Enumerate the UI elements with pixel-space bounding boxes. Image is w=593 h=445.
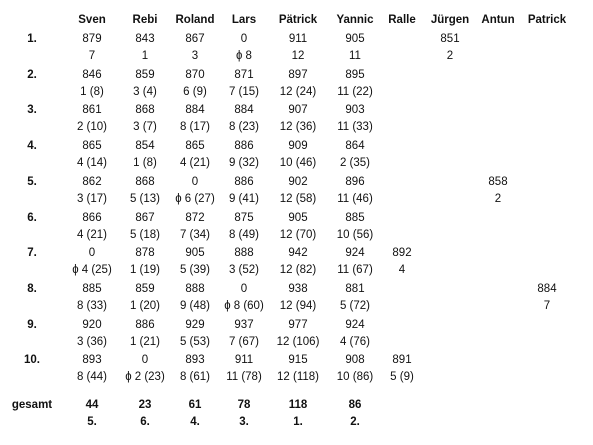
round-label: 4. (27, 140, 37, 153)
rank-cell: 8 (23) (228, 121, 260, 134)
score-cell: 867 (185, 33, 205, 45)
score-cell: 905 (345, 33, 365, 45)
rank-cell: 8 (44) (76, 371, 108, 384)
rank-cell: 11 (349, 50, 361, 62)
rank-cell: 12 (36) (279, 121, 317, 134)
score-cell: 0 (141, 354, 149, 367)
score-cell: 865 (185, 140, 205, 153)
score-cell: 859 (135, 68, 155, 81)
rank-cell: 5 (9) (390, 371, 414, 384)
score-cell: 884 (185, 104, 205, 117)
score-cell: 0 (191, 175, 199, 188)
score-cell: 886 (234, 140, 254, 153)
round-label: 8. (27, 282, 37, 295)
rank-cell: 9 (32) (228, 157, 260, 170)
column-header: Roland (175, 14, 215, 26)
score-cell: 892 (392, 247, 412, 260)
rank-cell: 8 (33) (76, 299, 108, 312)
rank-cell: 5 (13) (129, 192, 161, 205)
score-cell: 902 (288, 175, 308, 188)
rank-cell: 3 (4) (133, 85, 157, 98)
column-header: Sven (78, 14, 106, 26)
score-cell: 854 (135, 140, 155, 153)
score-cell: 859 (135, 282, 155, 295)
rank-cell: 1 (20) (129, 299, 161, 312)
round-label: 1. (27, 33, 37, 45)
rank-cell: 12 (82) (279, 264, 317, 277)
rank-cell: 4 (398, 264, 406, 277)
score-cell: 0 (240, 33, 248, 45)
round-label: 3. (27, 104, 37, 117)
total-points: 44 (85, 399, 99, 411)
rank-cell: 3 (17) (76, 192, 108, 205)
score-cell: 871 (234, 68, 254, 81)
column-header: Yannic (336, 14, 374, 26)
score-cell: 905 (185, 247, 205, 260)
rank-cell: 7 (34) (179, 228, 211, 241)
rank-cell: 9 (48) (179, 299, 211, 312)
score-cell: 878 (135, 247, 155, 260)
score-cell: 868 (135, 175, 155, 188)
score-cell: 924 (345, 318, 365, 331)
score-cell: 881 (345, 282, 365, 295)
score-cell: 915 (288, 354, 308, 367)
score-cell: 0 (88, 247, 96, 260)
column-header: Antun (481, 14, 515, 26)
score-cell: 937 (234, 318, 254, 331)
rank-cell: ɸ 2 (23) (125, 371, 165, 384)
rank-cell: 1 (8) (80, 85, 104, 98)
score-cell: 924 (345, 247, 365, 260)
score-cell: 885 (82, 282, 102, 295)
final-place: 5. (87, 416, 97, 428)
score-cell: 909 (288, 140, 308, 153)
score-cell: 888 (185, 282, 205, 295)
score-cell: 846 (82, 68, 102, 81)
score-cell: 868 (135, 104, 155, 117)
round-label: 5. (27, 175, 37, 188)
rank-cell: 10 (56) (336, 228, 374, 241)
score-cell: 929 (185, 318, 205, 331)
score-cell: 977 (288, 318, 308, 331)
rank-cell: ɸ 4 (25) (72, 264, 112, 277)
rank-cell: 6 (9) (183, 85, 207, 98)
rank-cell: 11 (33) (337, 121, 373, 134)
score-cell: 884 (537, 282, 557, 295)
rank-cell: 11 (67) (337, 264, 373, 277)
total-points: 78 (237, 399, 251, 411)
score-cell: 903 (345, 104, 365, 117)
score-cell: 911 (288, 33, 308, 45)
rank-cell: 12 (291, 50, 305, 62)
rank-cell: 1 (8) (133, 157, 157, 170)
column-header: Pätrick (278, 14, 318, 26)
total-points: 86 (348, 399, 362, 411)
score-cell: 872 (185, 211, 205, 224)
rank-cell: 2 (446, 50, 454, 62)
rank-cell: 12 (70) (279, 228, 317, 241)
score-cell: 879 (82, 33, 102, 45)
score-cell: 870 (185, 68, 205, 81)
score-cell: 886 (234, 175, 254, 188)
round-label: 6. (27, 211, 37, 224)
rank-cell: 7 (67) (228, 335, 260, 348)
final-place: 3. (239, 416, 249, 428)
score-cell: 851 (440, 33, 460, 45)
total-points: 118 (288, 399, 308, 411)
round-label: 7. (27, 247, 37, 260)
total-label: gesamt (11, 399, 53, 411)
rank-cell: ɸ 8 (60) (224, 299, 264, 312)
rank-cell: 12 (118) (277, 371, 319, 384)
score-cell: 886 (135, 318, 155, 331)
rank-cell: 3 (36) (76, 335, 108, 348)
final-place: 1. (293, 416, 303, 428)
rank-cell: 8 (49) (228, 228, 260, 241)
column-header: Ralle (388, 14, 416, 26)
score-cell: 893 (82, 354, 102, 367)
score-cell: 866 (82, 211, 102, 224)
score-cell: 0 (240, 282, 248, 295)
rank-cell: 1 (19) (129, 264, 161, 277)
score-cell: 938 (288, 282, 308, 295)
final-place: 2. (350, 416, 360, 428)
rank-cell: 4 (14) (76, 157, 108, 170)
rank-cell: 8 (61) (179, 371, 211, 384)
score-cell: 895 (345, 68, 365, 81)
rank-cell: 5 (39) (179, 264, 211, 277)
rank-cell: 3 (52) (228, 264, 260, 277)
column-header: Patrick (527, 14, 567, 26)
score-cell: 893 (185, 354, 205, 367)
rank-cell: 11 (46) (337, 192, 373, 205)
score-cell: 911 (234, 354, 254, 367)
score-cell: 858 (488, 175, 508, 188)
rank-cell: 7 (15) (228, 85, 260, 98)
rank-cell: 8 (17) (179, 121, 211, 134)
rank-cell: 5 (53) (179, 335, 211, 348)
score-cell: 843 (135, 33, 155, 45)
rank-cell: 2 (10) (76, 121, 108, 134)
round-label: 9. (27, 318, 37, 331)
rank-cell: 12 (58) (279, 192, 317, 205)
column-header: Jürgen (430, 14, 470, 26)
rank-cell: ɸ 6 (27) (175, 192, 215, 205)
rank-cell: 10 (46) (279, 157, 317, 170)
rank-cell: ɸ 8 (236, 50, 252, 62)
score-cell: 861 (82, 104, 102, 117)
rank-cell: 2 (494, 192, 502, 205)
rank-cell: 4 (76) (339, 335, 371, 348)
rank-cell: 12 (94) (279, 299, 317, 312)
round-label: 10. (24, 354, 40, 367)
rank-cell: 11 (22) (337, 85, 373, 98)
score-cell: 875 (234, 211, 254, 224)
total-points: 61 (188, 399, 202, 411)
score-cell: 891 (392, 354, 412, 367)
score-cell: 888 (234, 247, 254, 260)
score-cell: 942 (288, 247, 308, 260)
rank-cell: 4 (21) (179, 157, 211, 170)
score-cell: 908 (345, 354, 365, 367)
rank-cell: 1 (141, 50, 149, 62)
rank-cell: 5 (72) (339, 299, 371, 312)
score-cell: 884 (234, 104, 254, 117)
rank-cell: 7 (88, 50, 96, 62)
rank-cell: 5 (18) (129, 228, 161, 241)
score-cell: 864 (345, 140, 365, 153)
rank-cell: 1 (21) (129, 335, 161, 348)
rank-cell: 4 (21) (76, 228, 108, 241)
rank-cell: 7 (543, 299, 551, 312)
column-header: Lars (231, 14, 257, 26)
rank-cell: 9 (41) (228, 192, 260, 205)
rank-cell: 10 (86) (336, 371, 374, 384)
rank-cell: 3 (191, 50, 199, 62)
score-cell: 896 (345, 175, 365, 188)
total-points: 23 (138, 399, 152, 411)
score-cell: 865 (82, 140, 102, 153)
score-cell: 867 (135, 211, 155, 224)
column-header: Rebi (132, 14, 158, 26)
final-place: 6. (140, 416, 150, 428)
rank-cell: 12 (24) (279, 85, 317, 98)
round-label: 2. (27, 68, 37, 81)
score-cell: 907 (288, 104, 308, 117)
score-cell: 885 (345, 211, 365, 224)
score-cell: 862 (82, 175, 102, 188)
score-cell: 905 (288, 211, 308, 224)
rank-cell: 11 (78) (226, 371, 262, 384)
rank-cell: 3 (7) (133, 121, 157, 134)
score-cell: 897 (288, 68, 308, 81)
rank-cell: 12 (106) (276, 335, 320, 348)
rank-cell: 2 (35) (339, 157, 371, 170)
score-cell: 920 (82, 318, 102, 331)
final-place: 4. (190, 416, 200, 428)
